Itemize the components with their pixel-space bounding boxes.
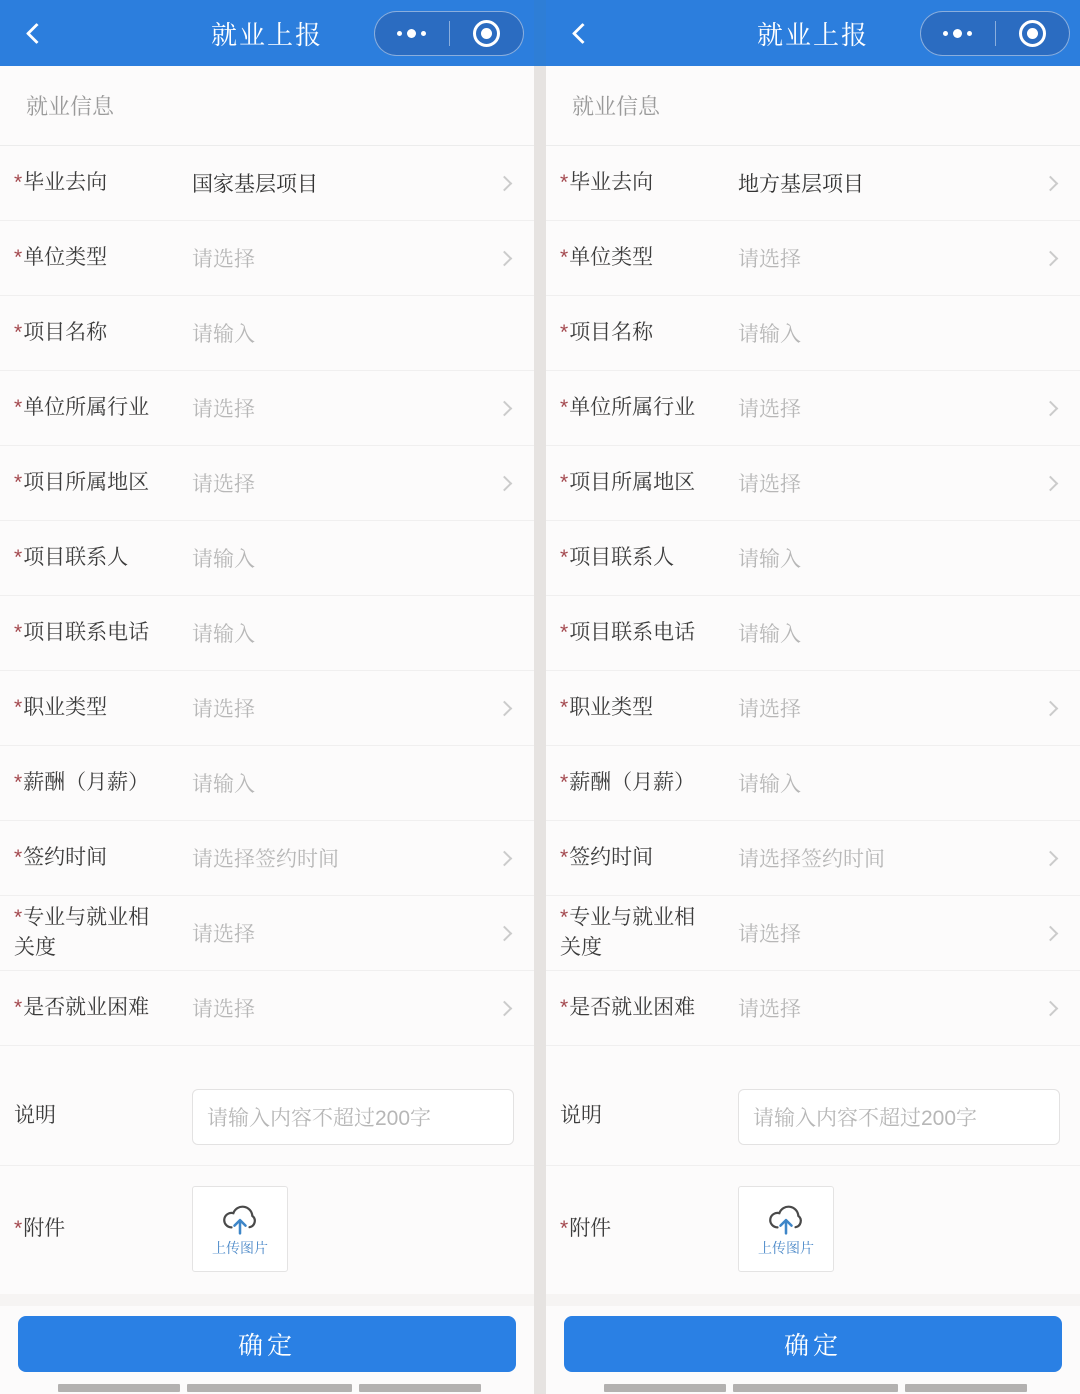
field-value[interactable]: 请选择签约时间 <box>192 848 339 871</box>
form-field-row[interactable] <box>546 146 1080 221</box>
field-value[interactable]: 请选择 <box>192 998 255 1021</box>
field-value[interactable]: 请选择 <box>738 998 801 1021</box>
required-asterisk: * <box>14 620 23 644</box>
field-label <box>14 243 164 273</box>
note-row <box>546 1068 1080 1166</box>
miniprogram-capsule <box>374 11 524 56</box>
form-field-row[interactable] <box>546 371 1080 446</box>
field-label-text: 薪酬（月薪） <box>569 770 696 794</box>
field-label-text: 项目所属地区 <box>569 470 696 494</box>
form-field-row[interactable] <box>0 221 534 296</box>
field-value[interactable]: 请选择 <box>192 698 255 721</box>
mini-program-screen <box>0 0 534 1394</box>
miniprogram-capsule <box>920 11 1070 56</box>
field-value[interactable]: 请输入 <box>738 548 801 571</box>
back-button[interactable] <box>16 13 56 53</box>
cloud-upload-icon <box>219 1201 261 1235</box>
section-title: 就业信息 <box>546 66 1080 146</box>
field-value[interactable]: 请输入 <box>738 623 801 646</box>
form-rows <box>0 146 534 1068</box>
cloud-upload-icon <box>765 1201 807 1235</box>
upload-image-button[interactable] <box>738 1186 834 1272</box>
chevron-left-icon <box>571 22 592 43</box>
field-label <box>14 543 164 573</box>
form-field-row[interactable] <box>546 221 1080 296</box>
form-field-row[interactable] <box>0 296 534 371</box>
field-label <box>560 768 710 798</box>
field-label <box>560 393 710 423</box>
chevron-right-icon <box>497 850 513 866</box>
form-field-row[interactable] <box>546 746 1080 821</box>
form-rows <box>546 146 1080 1068</box>
section-title: 就业信息 <box>0 66 534 146</box>
form-field-row[interactable] <box>0 521 534 596</box>
footer-gap <box>546 1294 1080 1306</box>
field-value[interactable]: 请选择 <box>192 473 255 496</box>
field-label-text: 单位类型 <box>23 245 108 269</box>
field-label-text: 薪酬（月薪） <box>23 770 150 794</box>
field-label-text: 单位类型 <box>569 245 654 269</box>
field-value[interactable]: 请选择 <box>738 473 801 496</box>
exit-button[interactable] <box>996 12 1070 55</box>
note-textarea[interactable]: 请输入内容不超过200字 <box>738 1089 1060 1145</box>
field-label-text: 单位所属行业 <box>23 395 150 419</box>
note-label: 说明 <box>14 1104 56 1128</box>
field-label-text: 项目名称 <box>23 320 108 344</box>
chevron-right-icon <box>497 400 513 416</box>
field-label <box>14 843 164 873</box>
form-field-row[interactable] <box>546 446 1080 521</box>
attachment-label: 附件 <box>23 1216 66 1240</box>
upload-label: 上传图片 <box>212 1239 268 1256</box>
cutoff-bar <box>905 1384 1027 1392</box>
required-asterisk: * <box>560 170 569 194</box>
more-dots-icon <box>397 29 426 38</box>
page-title: 就业上报 <box>210 19 323 50</box>
field-label <box>14 1214 164 1244</box>
field-label <box>560 693 710 723</box>
form-field-row[interactable] <box>0 596 534 671</box>
more-dots-icon <box>943 29 972 38</box>
chevron-right-icon <box>1043 250 1059 266</box>
field-label-text: 职业类型 <box>23 695 108 719</box>
form-field-row[interactable] <box>546 671 1080 746</box>
field-label <box>560 843 710 873</box>
record-circle-icon <box>473 20 500 47</box>
footer <box>0 1294 534 1394</box>
field-label <box>560 168 710 198</box>
form-field-row[interactable] <box>0 671 534 746</box>
chevron-right-icon <box>1043 925 1059 941</box>
field-label <box>14 468 164 498</box>
chevron-right-icon <box>497 475 513 491</box>
chevron-right-icon <box>1043 1000 1059 1016</box>
form-field-row[interactable] <box>546 821 1080 896</box>
chevron-right-icon <box>1043 475 1059 491</box>
form-field-row[interactable] <box>0 896 534 971</box>
cutoff-bar <box>58 1384 180 1392</box>
field-label <box>14 993 164 1023</box>
nav-header <box>0 0 534 66</box>
field-label <box>560 1101 710 1131</box>
panel-divider <box>534 0 546 1394</box>
field-value[interactable]: 请选择 <box>192 923 255 946</box>
chevron-right-icon <box>1043 400 1059 416</box>
form-field-row[interactable] <box>0 821 534 896</box>
field-label-text: 项目联系电话 <box>569 620 696 644</box>
field-value[interactable]: 国家基层项目 <box>192 173 318 196</box>
field-label-text: 是否就业困难 <box>569 995 696 1019</box>
required-asterisk: * <box>560 620 569 644</box>
field-label-text: 项目联系人 <box>23 545 129 569</box>
field-label-text: 专业与就业相关度 <box>560 905 696 959</box>
mini-program-screen <box>546 0 1080 1394</box>
record-circle-icon <box>1019 20 1046 47</box>
more-menu-button[interactable] <box>375 12 449 55</box>
upload-image-button[interactable] <box>192 1186 288 1272</box>
form-field-row[interactable] <box>0 746 534 821</box>
required-asterisk: * <box>560 545 569 569</box>
confirm-button[interactable]: 确定 <box>18 1316 516 1372</box>
field-label <box>560 543 710 573</box>
form-field-row[interactable] <box>546 596 1080 671</box>
attachment-row <box>546 1166 1080 1294</box>
cutoff-buttons-row <box>546 1384 1080 1394</box>
form-field-row[interactable] <box>546 971 1080 1046</box>
required-asterisk: * <box>14 770 23 794</box>
required-asterisk: * <box>14 1216 23 1240</box>
upload-label: 上传图片 <box>758 1239 814 1256</box>
required-asterisk: * <box>560 320 569 344</box>
required-asterisk: * <box>560 995 569 1019</box>
form-field-row[interactable] <box>546 521 1080 596</box>
required-asterisk: * <box>560 245 569 269</box>
note-row <box>0 1068 534 1166</box>
field-value[interactable]: 请输入 <box>192 773 255 796</box>
field-label-text: 项目联系电话 <box>23 620 150 644</box>
nav-header <box>546 0 1080 66</box>
field-value[interactable]: 请选择签约时间 <box>738 848 885 871</box>
field-label-text: 单位所属行业 <box>569 395 696 419</box>
field-value[interactable]: 请选择 <box>738 923 801 946</box>
field-label-text: 项目联系人 <box>569 545 675 569</box>
note-label: 说明 <box>560 1104 602 1128</box>
more-menu-button[interactable] <box>921 12 995 55</box>
field-label-text: 签约时间 <box>23 845 108 869</box>
page-title: 就业上报 <box>756 19 869 50</box>
field-label-text: 专业与就业相关度 <box>14 905 150 959</box>
field-label <box>14 768 164 798</box>
required-asterisk: * <box>14 845 23 869</box>
field-label <box>14 693 164 723</box>
required-asterisk: * <box>560 845 569 869</box>
form-field-row[interactable] <box>546 896 1080 971</box>
field-value[interactable]: 请输入 <box>738 773 801 796</box>
field-value[interactable]: 请选择 <box>192 398 255 421</box>
field-label <box>14 903 164 964</box>
confirm-button[interactable]: 确定 <box>564 1316 1062 1372</box>
field-label-text: 毕业去向 <box>569 170 654 194</box>
field-label <box>14 393 164 423</box>
cutoff-bar <box>187 1384 352 1392</box>
required-asterisk: * <box>14 995 23 1019</box>
field-value[interactable]: 请输入 <box>192 323 255 346</box>
cutoff-bar <box>604 1384 726 1392</box>
field-label <box>14 318 164 348</box>
chevron-right-icon <box>1043 850 1059 866</box>
cutoff-bar <box>733 1384 898 1392</box>
field-label-text: 是否就业困难 <box>23 995 150 1019</box>
field-label <box>560 903 710 964</box>
required-asterisk: * <box>14 320 23 344</box>
field-label-text: 签约时间 <box>569 845 654 869</box>
field-value[interactable]: 请输入 <box>192 548 255 571</box>
field-value[interactable]: 请选择 <box>738 248 801 271</box>
field-label <box>14 168 164 198</box>
required-asterisk: * <box>14 470 23 494</box>
field-label <box>560 318 710 348</box>
field-value[interactable]: 地方基层项目 <box>738 173 864 196</box>
exit-button[interactable] <box>450 12 524 55</box>
footer-gap <box>0 1294 534 1306</box>
field-value[interactable]: 请输入 <box>738 323 801 346</box>
field-label <box>560 618 710 648</box>
field-label-text: 项目名称 <box>569 320 654 344</box>
required-asterisk: * <box>560 695 569 719</box>
required-asterisk: * <box>14 170 23 194</box>
chevron-right-icon <box>497 1000 513 1016</box>
chevron-right-icon <box>497 250 513 266</box>
form-field-row[interactable] <box>546 296 1080 371</box>
chevron-right-icon <box>1043 175 1059 191</box>
footer <box>546 1294 1080 1394</box>
required-asterisk: * <box>560 1216 569 1240</box>
field-label-text: 职业类型 <box>569 695 654 719</box>
field-value[interactable]: 请选择 <box>192 248 255 271</box>
back-button[interactable] <box>562 13 602 53</box>
form-field-row[interactable] <box>0 146 534 221</box>
form-field-row[interactable] <box>0 971 534 1046</box>
required-asterisk: * <box>560 395 569 419</box>
chevron-right-icon <box>497 700 513 716</box>
field-label-text: 毕业去向 <box>23 170 108 194</box>
form-field-row[interactable] <box>0 371 534 446</box>
chevron-left-icon <box>25 22 46 43</box>
required-asterisk: * <box>14 545 23 569</box>
required-asterisk: * <box>560 770 569 794</box>
note-textarea[interactable]: 请输入内容不超过200字 <box>192 1089 514 1145</box>
required-asterisk: * <box>14 695 23 719</box>
required-asterisk: * <box>14 245 23 269</box>
required-asterisk: * <box>14 395 23 419</box>
field-value[interactable]: 请选择 <box>738 398 801 421</box>
chevron-right-icon <box>497 925 513 941</box>
field-value[interactable]: 请输入 <box>192 623 255 646</box>
field-label <box>14 618 164 648</box>
attachment-row <box>0 1166 534 1294</box>
chevron-right-icon <box>1043 700 1059 716</box>
required-asterisk: * <box>560 470 569 494</box>
field-label-text: 项目所属地区 <box>23 470 150 494</box>
field-label <box>560 243 710 273</box>
chevron-right-icon <box>497 175 513 191</box>
attachment-label: 附件 <box>569 1216 612 1240</box>
cutoff-buttons-row <box>0 1384 534 1394</box>
form-field-row[interactable] <box>0 446 534 521</box>
required-asterisk: * <box>560 905 569 929</box>
field-label <box>560 993 710 1023</box>
required-asterisk: * <box>14 905 23 929</box>
field-value[interactable]: 请选择 <box>738 698 801 721</box>
cutoff-bar <box>359 1384 481 1392</box>
field-label <box>14 1101 164 1131</box>
field-label <box>560 1214 710 1244</box>
field-label <box>560 468 710 498</box>
